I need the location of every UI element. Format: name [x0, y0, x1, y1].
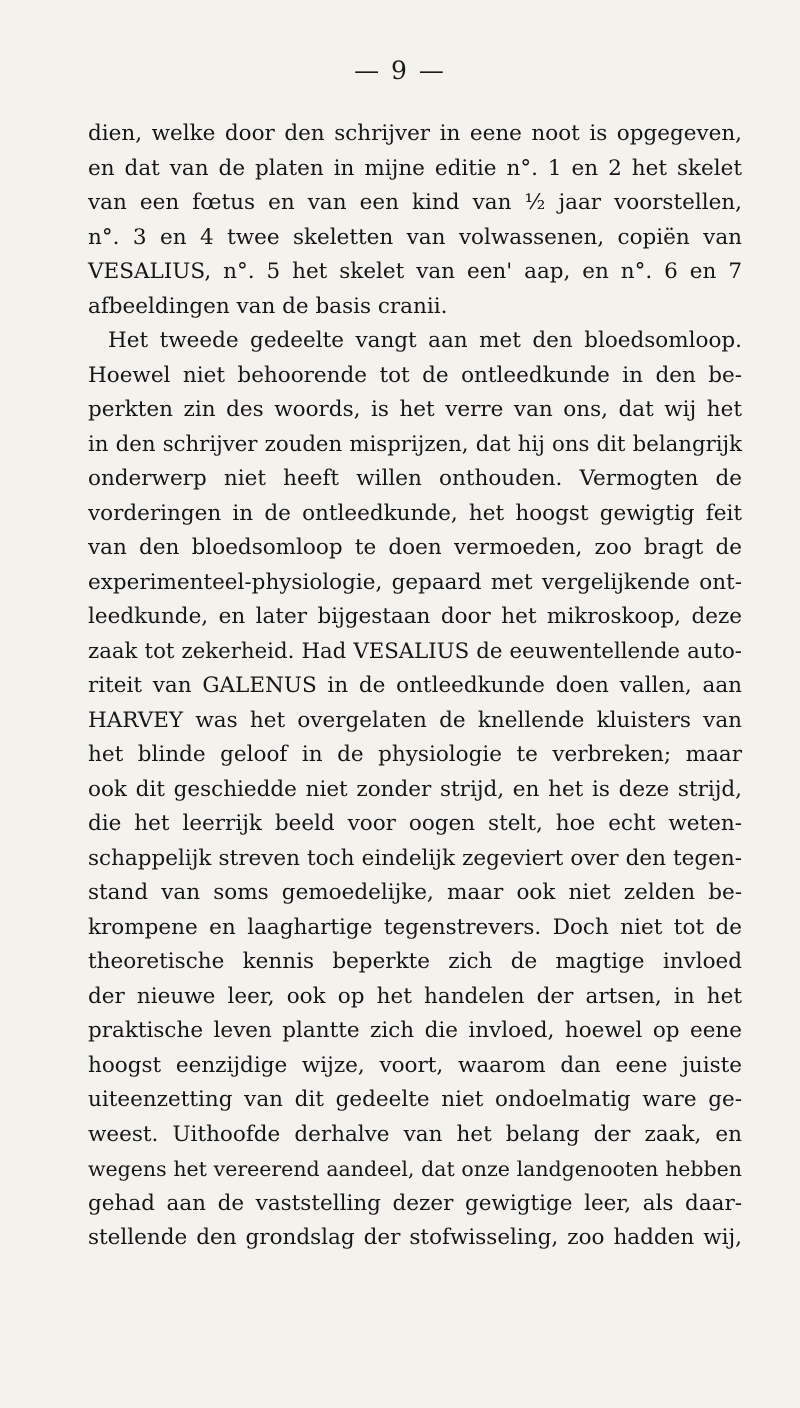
text-line: der nieuwe leer, ook op het handelen der artsen, in het	[88, 983, 742, 1009]
text-line: weest. Uithoofde derhalve van het belang der zaak, en	[88, 1121, 742, 1147]
text-line: afbeeldingen van de basis cranii.	[88, 293, 448, 319]
text-line: wegens het vereerend aandeel, dat onze landgenooten hebben	[88, 1157, 742, 1181]
text-line: krompene en laaghartige tegenstrevers. Doch niet tot de	[88, 914, 742, 940]
text-line: die het leerrijk beeld voor oogen stelt, hoe echt weten-	[88, 811, 742, 836]
text-line: dien, welke door den schrijver in eene noot is opgegeven,	[88, 121, 742, 146]
text-line: praktische leven plantte zich die invloed, hoewel op eene	[88, 1018, 742, 1043]
text-line: Hoewel niet behoorende tot de ontleedkunde in den be-	[88, 362, 742, 388]
text-line: leedkunde, en later bijgestaan door het mikroskoop, deze	[88, 604, 742, 629]
text-line: hoogst eenzijdige wijze, voort, waarom dan eene juiste	[88, 1052, 742, 1078]
text-line: HARVEY was het overgelaten de knellende kluisters van	[88, 707, 742, 733]
text-line: theoretische kennis beperkte zich de magtige invloed	[88, 949, 742, 974]
text-line: uiteenzetting van dit gedeelte niet ondoelmatig ware ge-	[88, 1087, 742, 1112]
text-line: onderwerp niet heeft willen onthouden. Vermogten de	[88, 466, 742, 491]
text-line: stellende den grondslag der stofwisseling, zoo hadden wij,	[88, 1225, 742, 1250]
text-line: ook dit geschiedde niet zonder strijd, en het is deze strijd,	[88, 776, 742, 802]
text-line: gehad aan de vaststelling dezer gewigtige leer, als daar-	[88, 1190, 742, 1216]
text-line: zaak tot zekerheid. Had VESALIUS de eeuwentellende auto-	[88, 638, 742, 664]
text-line: n°. 3 en 4 twee skeletten van volwassenen, copiën van	[88, 224, 742, 250]
text-line: perkten zin des woords, is het verre van ons, dat wij het	[88, 397, 742, 422]
text-line: en dat van de platen in mijne editie n°. 1 en 2 het skelet	[88, 155, 742, 181]
page-number: — 9 —	[354, 56, 446, 85]
text-line: stand van soms gemoedelijke, maar ook niet zelden be-	[88, 880, 742, 905]
text-line: riteit van GALENUS in de ontleedkunde doen vallen, aan	[88, 673, 742, 698]
text-line: experimenteel-physiologie, gepaard met vergelijkende ont-	[88, 569, 742, 595]
text-line: van den bloedsomloop te doen vermoeden, zoo bragt de	[88, 535, 742, 560]
body-text	[88, 117, 742, 1256]
text-line: vorderingen in de ontleedkunde, het hoogst gewigtig feit	[88, 500, 742, 526]
text-line: in den schrijver zouden misprijzen, dat hij ons dit belangrijk	[88, 431, 742, 457]
text-line: Het tweede gedeelte vangt aan met den bloedsomloop.	[108, 328, 742, 353]
text-line: schappelijk streven toch eindelijk zegeviert over den tegen-	[88, 845, 742, 871]
text-line: het blinde geloof in de physiologie te verbreken; maar	[88, 742, 742, 767]
text-line: VESALIUS, n°. 5 het skelet van een' aap, en n°. 6 en 7	[88, 259, 742, 284]
text-line: van een fœtus en van een kind van ½ jaar voorstellen,	[88, 190, 742, 215]
